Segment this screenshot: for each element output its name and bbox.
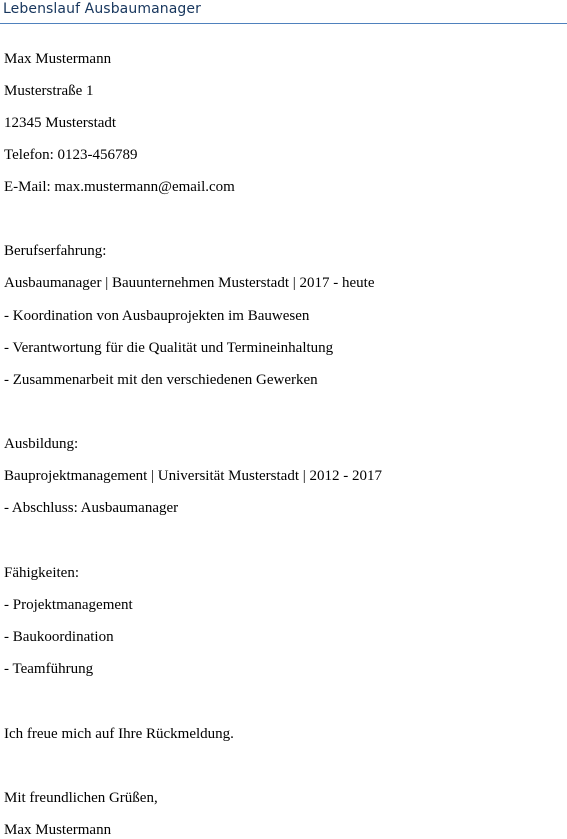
education-heading: Ausbildung: bbox=[4, 436, 79, 452]
closing-note: Ich freue mich auf Ihre Rückmeldung. bbox=[4, 726, 234, 742]
experience-item: - Koordination von Ausbauprojekten im Bauwesen bbox=[4, 308, 310, 324]
education-item: - Abschluss: Ausbaumanager bbox=[4, 500, 179, 516]
contact-city: 12345 Musterstadt bbox=[4, 115, 117, 131]
document-title: Lebenslauf Ausbaumanager bbox=[3, 1, 201, 17]
experience-item: - Zusammenarbeit mit den verschiedenen Gewerken bbox=[4, 372, 318, 388]
closing-greeting: Mit freundlichen Grüßen, bbox=[4, 790, 158, 806]
contact-phone: Telefon: 0123-456789 bbox=[4, 147, 138, 163]
document-header bbox=[0, 0, 567, 24]
skills-heading: Fähigkeiten: bbox=[4, 565, 79, 581]
contact-email: E-Mail: max.mustermann@email.com bbox=[4, 179, 235, 195]
skills-item: - Teamführung bbox=[4, 661, 94, 677]
closing-signature: Max Mustermann bbox=[4, 822, 112, 838]
skills-item: - Projektmanagement bbox=[4, 597, 133, 613]
skills-item: - Baukoordination bbox=[4, 629, 114, 645]
contact-name: Max Mustermann bbox=[4, 51, 112, 67]
experience-item: - Verantwortung für die Qualität und Termineinhaltung bbox=[4, 340, 334, 356]
experience-heading: Berufserfahrung: bbox=[4, 243, 107, 259]
education-degree: Bauprojektmanagement | Universität Musterstadt | 2012 - 2017 bbox=[4, 468, 383, 484]
contact-street: Musterstraße 1 bbox=[4, 83, 94, 99]
experience-position: Ausbaumanager | Bauunternehmen Musterstadt | 2017 - heute bbox=[4, 275, 375, 291]
